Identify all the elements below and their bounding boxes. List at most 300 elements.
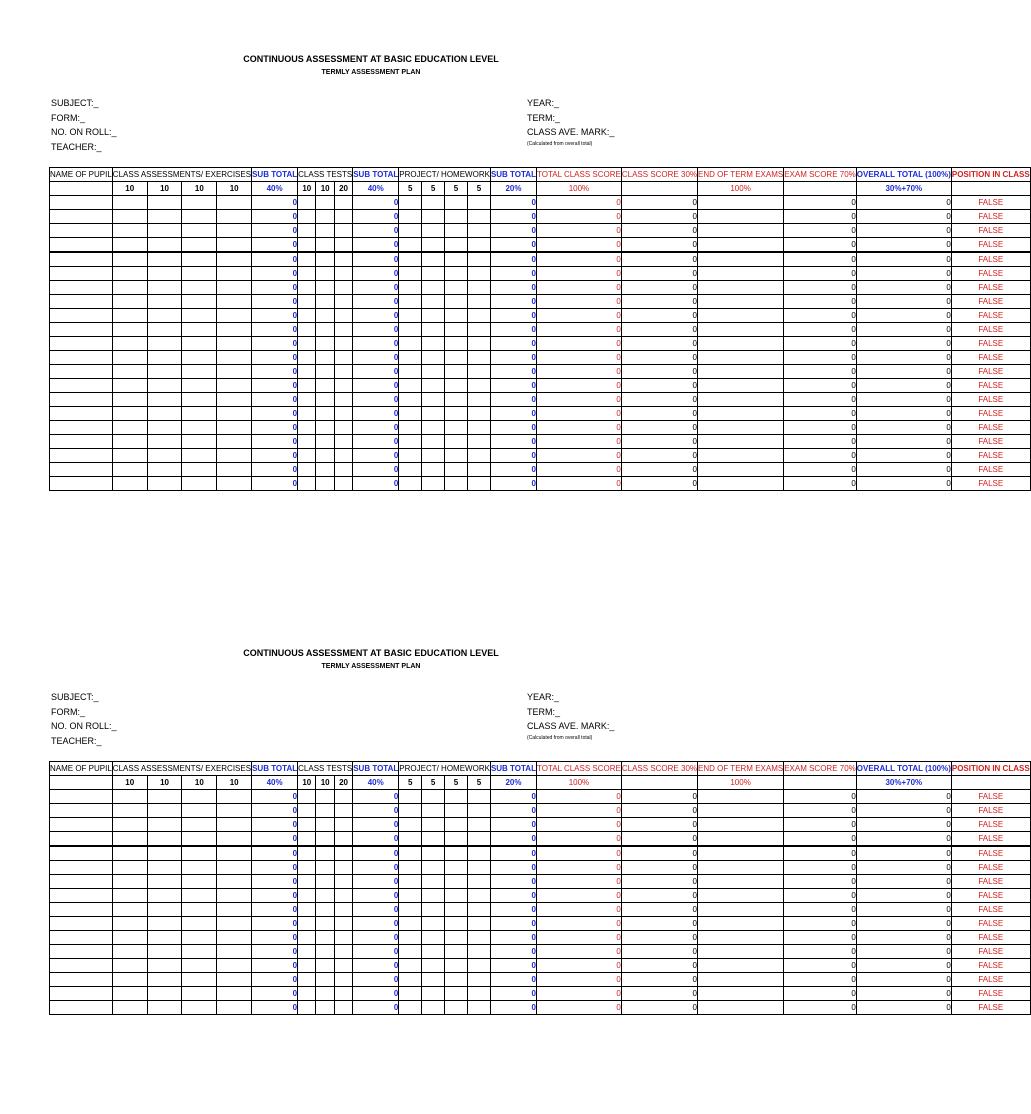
class-test-cell[interactable] [316,365,334,379]
class-assessment-cell[interactable] [112,281,147,295]
end-of-term-exam-cell[interactable] [698,959,784,973]
class-test-cell[interactable] [298,973,316,987]
class-assessment-cell[interactable] [182,393,217,407]
project-homework-cell[interactable] [399,196,422,210]
class-test-cell[interactable] [316,846,334,861]
class-test-cell[interactable] [316,973,334,987]
class-assessment-cell[interactable] [182,365,217,379]
class-test-cell[interactable] [298,861,316,875]
class-test-cell[interactable] [334,987,352,1001]
class-assessment-cell[interactable] [147,337,182,351]
project-homework-cell[interactable] [399,875,422,889]
project-homework-cell[interactable] [422,889,445,903]
pupil-name-cell[interactable] [50,945,113,959]
class-assessment-cell[interactable] [217,1001,252,1015]
end-of-term-exam-cell[interactable] [698,379,784,393]
class-test-cell[interactable] [316,804,334,818]
project-homework-cell[interactable] [445,804,468,818]
project-homework-cell[interactable] [422,365,445,379]
project-homework-cell[interactable] [422,959,445,973]
end-of-term-exam-cell[interactable] [698,449,784,463]
class-assessment-cell[interactable] [182,945,217,959]
class-assessment-cell[interactable] [112,295,147,309]
class-assessment-cell[interactable] [147,917,182,931]
class-test-cell[interactable] [334,337,352,351]
class-test-cell[interactable] [334,309,352,323]
class-assessment-cell[interactable] [112,832,147,847]
pupil-name-cell[interactable] [50,379,113,393]
project-homework-cell[interactable] [445,903,468,917]
class-assessment-cell[interactable] [217,903,252,917]
class-assessment-cell[interactable] [147,832,182,847]
class-assessment-cell[interactable] [147,210,182,224]
class-test-cell[interactable] [316,818,334,832]
class-assessment-cell[interactable] [112,435,147,449]
pupil-name-cell[interactable] [50,832,113,847]
project-homework-cell[interactable] [467,973,490,987]
class-test-cell[interactable] [298,281,316,295]
project-homework-cell[interactable] [422,790,445,804]
class-test-cell[interactable] [316,987,334,1001]
project-homework-cell[interactable] [467,238,490,253]
project-homework-cell[interactable] [467,379,490,393]
pupil-name-cell[interactable] [50,393,113,407]
class-assessment-cell[interactable] [182,238,217,253]
pupil-name-cell[interactable] [50,281,113,295]
project-homework-cell[interactable] [467,846,490,861]
project-homework-cell[interactable] [445,959,468,973]
class-assessment-cell[interactable] [182,463,217,477]
pupil-name-cell[interactable] [50,463,113,477]
class-assessment-cell[interactable] [217,931,252,945]
project-homework-cell[interactable] [445,875,468,889]
class-test-cell[interactable] [298,818,316,832]
class-assessment-cell[interactable] [112,210,147,224]
end-of-term-exam-cell[interactable] [698,790,784,804]
project-homework-cell[interactable] [399,463,422,477]
project-homework-cell[interactable] [445,931,468,945]
project-homework-cell[interactable] [467,945,490,959]
class-assessment-cell[interactable] [182,421,217,435]
class-test-cell[interactable] [316,861,334,875]
project-homework-cell[interactable] [422,973,445,987]
class-test-cell[interactable] [334,1001,352,1015]
class-test-cell[interactable] [334,931,352,945]
class-assessment-cell[interactable] [217,846,252,861]
class-test-cell[interactable] [316,449,334,463]
class-test-cell[interactable] [298,238,316,253]
project-homework-cell[interactable] [445,832,468,847]
project-homework-cell[interactable] [445,295,468,309]
class-test-cell[interactable] [334,281,352,295]
end-of-term-exam-cell[interactable] [698,393,784,407]
class-assessment-cell[interactable] [112,224,147,238]
class-test-cell[interactable] [298,987,316,1001]
class-assessment-cell[interactable] [112,252,147,267]
class-assessment-cell[interactable] [147,252,182,267]
pupil-name-cell[interactable] [50,252,113,267]
class-test-cell[interactable] [334,449,352,463]
class-assessment-cell[interactable] [182,1001,217,1015]
class-assessment-cell[interactable] [112,393,147,407]
class-test-cell[interactable] [334,804,352,818]
project-homework-cell[interactable] [467,295,490,309]
pupil-name-cell[interactable] [50,449,113,463]
class-assessment-cell[interactable] [147,309,182,323]
project-homework-cell[interactable] [445,463,468,477]
pupil-name-cell[interactable] [50,1001,113,1015]
class-test-cell[interactable] [316,379,334,393]
project-homework-cell[interactable] [467,309,490,323]
project-homework-cell[interactable] [422,832,445,847]
class-test-cell[interactable] [334,846,352,861]
project-homework-cell[interactable] [399,337,422,351]
end-of-term-exam-cell[interactable] [698,903,784,917]
project-homework-cell[interactable] [445,435,468,449]
project-homework-cell[interactable] [399,435,422,449]
class-assessment-cell[interactable] [147,435,182,449]
project-homework-cell[interactable] [445,790,468,804]
class-test-cell[interactable] [334,832,352,847]
class-assessment-cell[interactable] [182,337,217,351]
class-assessment-cell[interactable] [217,224,252,238]
class-test-cell[interactable] [316,267,334,281]
class-assessment-cell[interactable] [217,351,252,365]
class-test-cell[interactable] [334,379,352,393]
project-homework-cell[interactable] [422,393,445,407]
project-homework-cell[interactable] [422,281,445,295]
class-assessment-cell[interactable] [112,337,147,351]
class-test-cell[interactable] [298,846,316,861]
class-assessment-cell[interactable] [147,351,182,365]
project-homework-cell[interactable] [422,309,445,323]
class-assessment-cell[interactable] [182,196,217,210]
class-assessment-cell[interactable] [112,1001,147,1015]
end-of-term-exam-cell[interactable] [698,337,784,351]
pupil-name-cell[interactable] [50,973,113,987]
class-assessment-cell[interactable] [182,210,217,224]
class-assessment-cell[interactable] [182,407,217,421]
class-test-cell[interactable] [316,421,334,435]
class-test-cell[interactable] [316,393,334,407]
class-assessment-cell[interactable] [182,846,217,861]
end-of-term-exam-cell[interactable] [698,407,784,421]
class-assessment-cell[interactable] [147,903,182,917]
end-of-term-exam-cell[interactable] [698,281,784,295]
class-assessment-cell[interactable] [147,463,182,477]
class-assessment-cell[interactable] [112,931,147,945]
class-assessment-cell[interactable] [147,846,182,861]
class-assessment-cell[interactable] [182,917,217,931]
class-test-cell[interactable] [334,861,352,875]
project-homework-cell[interactable] [467,463,490,477]
class-assessment-cell[interactable] [147,393,182,407]
project-homework-cell[interactable] [399,210,422,224]
class-assessment-cell[interactable] [112,365,147,379]
project-homework-cell[interactable] [445,196,468,210]
project-homework-cell[interactable] [399,393,422,407]
project-homework-cell[interactable] [422,477,445,491]
class-assessment-cell[interactable] [217,945,252,959]
end-of-term-exam-cell[interactable] [698,832,784,847]
project-homework-cell[interactable] [422,295,445,309]
project-homework-cell[interactable] [445,917,468,931]
end-of-term-exam-cell[interactable] [698,846,784,861]
class-assessment-cell[interactable] [217,252,252,267]
pupil-name-cell[interactable] [50,903,113,917]
pupil-name-cell[interactable] [50,337,113,351]
class-assessment-cell[interactable] [217,267,252,281]
project-homework-cell[interactable] [467,903,490,917]
class-assessment-cell[interactable] [112,804,147,818]
pupil-name-cell[interactable] [50,477,113,491]
class-test-cell[interactable] [334,945,352,959]
class-assessment-cell[interactable] [147,421,182,435]
project-homework-cell[interactable] [467,351,490,365]
pupil-name-cell[interactable] [50,917,113,931]
class-assessment-cell[interactable] [147,945,182,959]
class-test-cell[interactable] [334,295,352,309]
class-test-cell[interactable] [334,421,352,435]
class-test-cell[interactable] [316,1001,334,1015]
class-assessment-cell[interactable] [217,295,252,309]
class-assessment-cell[interactable] [217,832,252,847]
class-test-cell[interactable] [316,337,334,351]
class-assessment-cell[interactable] [112,421,147,435]
project-homework-cell[interactable] [399,351,422,365]
end-of-term-exam-cell[interactable] [698,861,784,875]
project-homework-cell[interactable] [467,790,490,804]
class-test-cell[interactable] [316,463,334,477]
project-homework-cell[interactable] [445,238,468,253]
project-homework-cell[interactable] [445,252,468,267]
end-of-term-exam-cell[interactable] [698,917,784,931]
project-homework-cell[interactable] [445,889,468,903]
class-assessment-cell[interactable] [147,267,182,281]
class-test-cell[interactable] [298,917,316,931]
class-assessment-cell[interactable] [147,931,182,945]
project-homework-cell[interactable] [399,889,422,903]
class-test-cell[interactable] [316,931,334,945]
class-test-cell[interactable] [316,407,334,421]
class-test-cell[interactable] [298,224,316,238]
project-homework-cell[interactable] [445,393,468,407]
class-test-cell[interactable] [298,1001,316,1015]
class-assessment-cell[interactable] [147,889,182,903]
project-homework-cell[interactable] [467,1001,490,1015]
project-homework-cell[interactable] [399,917,422,931]
class-test-cell[interactable] [334,351,352,365]
end-of-term-exam-cell[interactable] [698,945,784,959]
class-assessment-cell[interactable] [182,931,217,945]
class-assessment-cell[interactable] [217,477,252,491]
class-assessment-cell[interactable] [147,323,182,337]
class-assessment-cell[interactable] [182,281,217,295]
class-assessment-cell[interactable] [217,790,252,804]
project-homework-cell[interactable] [399,365,422,379]
project-homework-cell[interactable] [399,790,422,804]
class-test-cell[interactable] [298,337,316,351]
class-assessment-cell[interactable] [182,889,217,903]
project-homework-cell[interactable] [467,393,490,407]
class-test-cell[interactable] [334,875,352,889]
class-assessment-cell[interactable] [217,281,252,295]
class-assessment-cell[interactable] [217,323,252,337]
project-homework-cell[interactable] [445,210,468,224]
class-assessment-cell[interactable] [182,804,217,818]
pupil-name-cell[interactable] [50,407,113,421]
end-of-term-exam-cell[interactable] [698,875,784,889]
class-assessment-cell[interactable] [217,379,252,393]
project-homework-cell[interactable] [445,351,468,365]
project-homework-cell[interactable] [445,846,468,861]
project-homework-cell[interactable] [422,1001,445,1015]
class-test-cell[interactable] [334,435,352,449]
class-test-cell[interactable] [334,477,352,491]
project-homework-cell[interactable] [467,323,490,337]
class-test-cell[interactable] [298,309,316,323]
class-test-cell[interactable] [334,323,352,337]
class-test-cell[interactable] [334,365,352,379]
project-homework-cell[interactable] [422,846,445,861]
project-homework-cell[interactable] [467,861,490,875]
class-assessment-cell[interactable] [147,379,182,393]
project-homework-cell[interactable] [467,987,490,1001]
class-test-cell[interactable] [298,295,316,309]
pupil-name-cell[interactable] [50,365,113,379]
project-homework-cell[interactable] [399,804,422,818]
class-assessment-cell[interactable] [147,987,182,1001]
class-test-cell[interactable] [298,365,316,379]
class-assessment-cell[interactable] [147,1001,182,1015]
class-test-cell[interactable] [334,267,352,281]
class-assessment-cell[interactable] [147,449,182,463]
class-assessment-cell[interactable] [217,238,252,253]
class-test-cell[interactable] [298,804,316,818]
project-homework-cell[interactable] [445,818,468,832]
end-of-term-exam-cell[interactable] [698,804,784,818]
project-homework-cell[interactable] [445,477,468,491]
class-test-cell[interactable] [316,309,334,323]
class-test-cell[interactable] [334,463,352,477]
class-test-cell[interactable] [298,196,316,210]
project-homework-cell[interactable] [422,252,445,267]
project-homework-cell[interactable] [399,281,422,295]
class-test-cell[interactable] [298,435,316,449]
class-test-cell[interactable] [316,295,334,309]
class-assessment-cell[interactable] [182,959,217,973]
project-homework-cell[interactable] [445,861,468,875]
class-assessment-cell[interactable] [147,238,182,253]
pupil-name-cell[interactable] [50,210,113,224]
project-homework-cell[interactable] [422,337,445,351]
project-homework-cell[interactable] [422,224,445,238]
class-test-cell[interactable] [316,832,334,847]
project-homework-cell[interactable] [445,421,468,435]
class-test-cell[interactable] [298,421,316,435]
project-homework-cell[interactable] [445,945,468,959]
project-homework-cell[interactable] [399,421,422,435]
class-test-cell[interactable] [298,379,316,393]
class-assessment-cell[interactable] [182,477,217,491]
end-of-term-exam-cell[interactable] [698,351,784,365]
end-of-term-exam-cell[interactable] [698,309,784,323]
class-test-cell[interactable] [298,903,316,917]
class-test-cell[interactable] [316,790,334,804]
end-of-term-exam-cell[interactable] [698,463,784,477]
class-assessment-cell[interactable] [217,309,252,323]
class-assessment-cell[interactable] [217,917,252,931]
project-homework-cell[interactable] [399,224,422,238]
project-homework-cell[interactable] [399,407,422,421]
class-test-cell[interactable] [316,238,334,253]
project-homework-cell[interactable] [467,804,490,818]
class-test-cell[interactable] [298,252,316,267]
project-homework-cell[interactable] [399,987,422,1001]
project-homework-cell[interactable] [445,224,468,238]
pupil-name-cell[interactable] [50,889,113,903]
class-test-cell[interactable] [334,210,352,224]
class-assessment-cell[interactable] [112,238,147,253]
project-homework-cell[interactable] [422,407,445,421]
project-homework-cell[interactable] [467,959,490,973]
pupil-name-cell[interactable] [50,295,113,309]
project-homework-cell[interactable] [445,407,468,421]
project-homework-cell[interactable] [422,804,445,818]
project-homework-cell[interactable] [467,267,490,281]
class-assessment-cell[interactable] [112,267,147,281]
class-assessment-cell[interactable] [112,309,147,323]
class-assessment-cell[interactable] [112,973,147,987]
project-homework-cell[interactable] [467,818,490,832]
class-assessment-cell[interactable] [217,393,252,407]
class-assessment-cell[interactable] [182,323,217,337]
class-assessment-cell[interactable] [112,477,147,491]
class-assessment-cell[interactable] [217,818,252,832]
end-of-term-exam-cell[interactable] [698,196,784,210]
project-homework-cell[interactable] [399,252,422,267]
class-assessment-cell[interactable] [217,365,252,379]
class-test-cell[interactable] [298,959,316,973]
class-test-cell[interactable] [334,790,352,804]
class-assessment-cell[interactable] [182,267,217,281]
class-test-cell[interactable] [334,238,352,253]
class-test-cell[interactable] [298,393,316,407]
project-homework-cell[interactable] [445,449,468,463]
class-assessment-cell[interactable] [217,196,252,210]
class-assessment-cell[interactable] [112,323,147,337]
end-of-term-exam-cell[interactable] [698,252,784,267]
class-assessment-cell[interactable] [182,379,217,393]
project-homework-cell[interactable] [399,1001,422,1015]
class-assessment-cell[interactable] [112,790,147,804]
class-test-cell[interactable] [298,931,316,945]
project-homework-cell[interactable] [422,931,445,945]
project-homework-cell[interactable] [399,379,422,393]
end-of-term-exam-cell[interactable] [698,987,784,1001]
project-homework-cell[interactable] [422,945,445,959]
class-test-cell[interactable] [316,959,334,973]
project-homework-cell[interactable] [467,252,490,267]
class-test-cell[interactable] [334,252,352,267]
project-homework-cell[interactable] [399,238,422,253]
class-assessment-cell[interactable] [112,196,147,210]
project-homework-cell[interactable] [467,889,490,903]
end-of-term-exam-cell[interactable] [698,323,784,337]
class-assessment-cell[interactable] [147,818,182,832]
end-of-term-exam-cell[interactable] [698,931,784,945]
project-homework-cell[interactable] [399,846,422,861]
